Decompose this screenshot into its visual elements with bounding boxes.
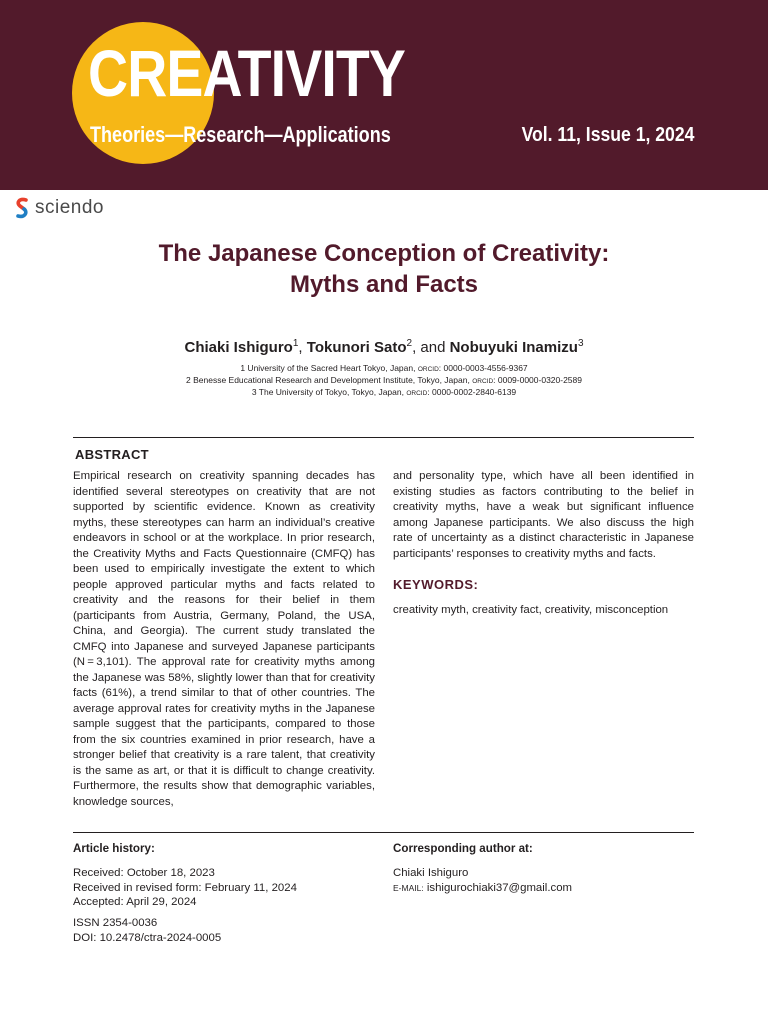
author-name: Chiaki Ishiguro <box>184 339 293 356</box>
publisher-name: sciendo <box>35 197 104 218</box>
article-history <box>73 866 297 910</box>
author-name: Nobuyuki Inamizu <box>449 339 578 356</box>
abstract-heading: ABSTRACT <box>75 447 149 462</box>
keywords-list: creativity myth, creativity fact, creativity, misconception <box>393 604 669 616</box>
corresponding-author <box>393 866 572 895</box>
author-list <box>60 334 708 358</box>
journal-tagline: Theories—Research—Applications <box>90 122 391 147</box>
affiliation: 1 University of the Sacred Heart Tokyo, Japan, ORCID: 0000-0003-4556-9367 <box>240 363 528 373</box>
article-history-heading: Article history: <box>73 842 155 855</box>
sciendo-icon <box>15 197 29 219</box>
divider <box>73 832 694 833</box>
author-affil-number: 1 <box>292 338 299 349</box>
abstract-text-left: Empirical research on creativity spanning decades has identified several stereotypes on creativity that are not supported by scientific evidence. Known as creativity myths, these stereotypes can harm an individual’s creative endeavors in school or at the workplace. In prior research, the Creativity Myths and Facts Questionnaire (CMFQ) has been used to empirically investigate the extent to which people approved particular myths and facts related to creativity and the reasons for their belief in them (participants from Austria, Germany, Poland, the USA, China, and Georgia). The current study translated the CMFQ into Japanese and surveyed Japanese participants (N = 3,101). The approval rate for creativity myths among the Japanese was 58%, slightly lower than that for creativity facts (61%), a trend similar to that of other countries. The average approval rates for creativity myths in the Japanese sample suggest that the participants, compared to those from the six countries examined in prior research, have a stronger belief that creativity is a rare talent, that creativity is the same as art, or that it is difficult to change creativity. Furthermore, the results show that demographic variables, knowledge sources, <box>73 470 375 808</box>
author-name: Tokunori Sato <box>306 339 407 356</box>
corresponding-author-heading: Corresponding author at: <box>393 842 533 855</box>
doi-link[interactable]: DOI: 10.2478/ctra-2024-0005 <box>73 931 222 944</box>
corresponding-author-name: Chiaki Ishiguro <box>393 867 469 879</box>
abstract-text-right: and personality type, which have all been identified in existing studies as factors contributing to the belief in creativity myths, have a weak but significant influence among Japanese participants. We also discuss the high rate of uncertainty as a distinct characteristic in Japanese participants’ responses to creativity myths and facts. <box>393 470 694 560</box>
journal-name: CREATIVITY <box>88 36 406 110</box>
article-title <box>60 238 708 300</box>
author-separator: , <box>298 339 307 356</box>
journal-banner <box>0 0 768 190</box>
issn: ISSN 2354-0036 <box>73 917 158 929</box>
author-affil-number: 3 <box>577 338 584 349</box>
article-identifiers <box>73 916 221 945</box>
divider <box>73 437 694 438</box>
publisher-logo[interactable] <box>15 196 104 220</box>
received-date: Received: October 18, 2023 <box>73 867 215 879</box>
email-link[interactable]: ishigurochiaki37@gmail.com <box>423 881 573 894</box>
accepted-date: Accepted: April 29, 2024 <box>73 896 197 908</box>
revised-date: Received in revised form: February 11, 2024 <box>73 881 297 894</box>
keywords-heading: KEYWORDS: <box>393 577 479 592</box>
title-line: The Japanese Conception of Creativity: <box>158 240 610 267</box>
volume-issue: Vol. 11, Issue 1, 2024 <box>521 124 694 146</box>
affiliation: 3 The University of Tokyo, Tokyo, Japan, ORCID: 0000-0002-2840-6139 <box>251 387 517 397</box>
author-separator: , and <box>412 339 450 356</box>
affiliations <box>60 363 708 399</box>
author-affil-number: 2 <box>406 338 413 349</box>
email-line <box>393 881 572 896</box>
title-line: Myths and Facts <box>289 271 479 298</box>
affiliation: 2 Benesse Educational Research and Development Institute, Tokyo, Japan, ORCID: 0009-0000-0320-2589 <box>186 375 582 385</box>
email-label: E-MAIL: <box>393 882 424 893</box>
